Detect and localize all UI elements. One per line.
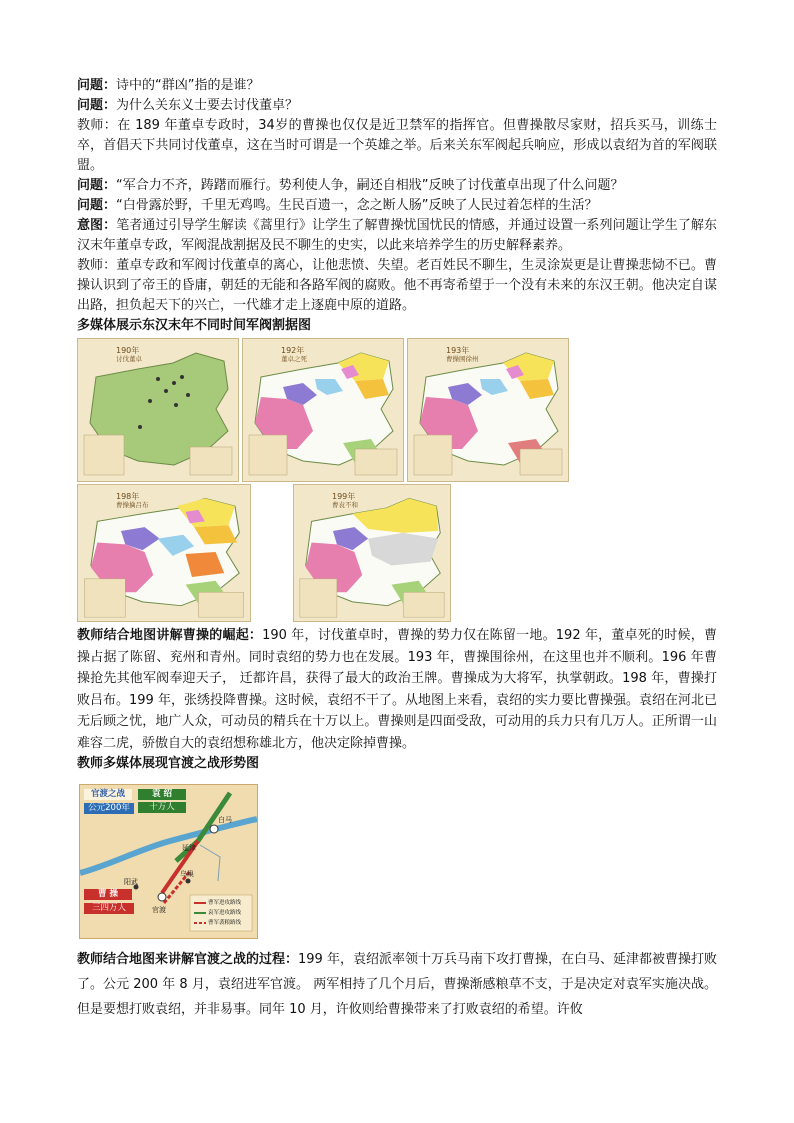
- place-baima: 白马: [218, 816, 232, 824]
- map-193-caption: 曹操围徐州: [446, 355, 479, 363]
- map-192-image: [243, 339, 403, 481]
- section-heading-battle: 教师多媒体展现官渡之战形势图: [77, 756, 260, 771]
- question-4: 问题：“白骨露於野，千里无鸡鸣。生民百遗一，念之断人肠”反映了人民过着怎样的生活？: [77, 198, 598, 213]
- map-190: [77, 338, 239, 482]
- guandu-battle-paragraph: 教师结合地图来讲解官渡之战的过程：199 年，袁绍派率领十万兵马南下攻打曹操，在白马、延津都被曹操打败了。公元 200 年 8 月，袁绍进军官渡。 两军相持了几个月后，曹操渐感粮草不支，于是决定对袁军实施决战。但是要想打败袁绍，并非易事。同年 10 月，许攸则给曹操带来了打败袁绍的希望。许攸: [77, 952, 717, 1017]
- cao-cao-label: 曹 操: [84, 889, 132, 900]
- map-190-caption: 讨伐董卓: [116, 355, 142, 363]
- map-192-year: 192年: [281, 346, 305, 355]
- map-192: [242, 338, 404, 482]
- legend-cao-attack: 曹军进攻路线: [208, 900, 242, 906]
- cao-cao-troops: 三四万人: [84, 903, 134, 914]
- question-2: 问题：为什么关东义士要去讨伐董卓？: [77, 98, 299, 113]
- place-wuchao: 乌巢: [180, 870, 194, 878]
- guandu-battle-map: [79, 784, 258, 939]
- map-198-caption: 曹操擒吕布: [116, 501, 149, 509]
- map-199: [293, 484, 451, 622]
- teacher-paragraph-2: 教师：董卓专政和军阀讨伐董卓的离心，让他悲愤、失望。老百姓民不聊生，生灵涂炭更是让曹操悲恸不已。曹操认识到了帝王的昏庸，朝廷的无能和各路军阀的腐败。他不再寄希望于一个没有未来的东汉王朝。他决定自谋出路，担负起天下的兴亡，一代雄才走上逐鹿中原的道路。: [77, 258, 717, 313]
- map-199-image: [294, 485, 450, 621]
- section-heading-maps: 多媒体展示东汉末年不同时间军阀割据图: [77, 318, 312, 333]
- question-3: 问题：“军合力不齐，踌躇而雁行。势利使人争，嗣还自相戕”反映了讨伐董卓出现了什么问题？: [77, 178, 624, 193]
- map-193-image: [408, 339, 568, 481]
- map-199-caption: 曹袁不和: [332, 501, 358, 509]
- teacher-paragraph-1: 教师：在 189 年董卓专政时，34岁的曹操也仅仅是近卫禁军的指挥官。但曹操散尽家财，招兵买马，训练士卒，首倡天下共同讨伐董卓，这在当时可谓是一个英雄之举。后来关东军阀起兵响应，形成以袁绍为首的军阀联盟。: [77, 118, 717, 173]
- map-190-year: 190年: [116, 346, 140, 355]
- document-page: [77, 76, 717, 1022]
- place-yanjin: 延津: [182, 844, 196, 852]
- map-199-year: 199年: [332, 492, 356, 501]
- warlord-maps-figure: [77, 338, 717, 625]
- map-190-image: [78, 339, 238, 481]
- battle-title: 官渡之战: [84, 789, 132, 800]
- map-198-year: 198年: [116, 492, 140, 501]
- map-198: [77, 484, 251, 622]
- map-193: [407, 338, 569, 482]
- yuan-shao-troops: 十万人: [138, 802, 186, 813]
- legend-yuan-attack: 袁军进攻路线: [208, 910, 242, 916]
- map-193-year: 193年: [446, 346, 470, 355]
- place-guandu: 官渡: [152, 906, 166, 914]
- caocao-rise-paragraph: 教师结合地图讲解曹操的崛起：190 年，讨伐董卓时，曹操的势力仅在陈留一地。192 年，董卓死的时候，曹操占据了陈留、兖州和青州。同时袁绍的势力也在发展。193 年，曹操围徐州，在这里也并不顺利。196 年曹操抢先其他军阀奉迎天子， 迁都许昌，获得了最大的政治王牌。曹操成为大将军，执掌朝政。198 年，曹操打败吕布。199 年，张绣投降曹操。这时候，袁绍不干了。从地图上来看，袁绍的实力要比曹操强。袁绍在河北已无后顾之忧，地广人众，可动员的精兵在十万以上。曹操则是四面受敌，可动用的兵力只有几万人。正所谓一山难容二虎，骄傲自大的袁绍想称雄北方，他决定除掉曹操。: [77, 628, 717, 751]
- map-198-image: [78, 485, 250, 621]
- question-1: 问题：诗中的“群凶”指的是谁？: [77, 78, 260, 93]
- legend-cao-raid: 曹军袭粮路线: [208, 920, 242, 926]
- place-yangwu: 阳武: [124, 878, 138, 886]
- battle-year: 公元200年: [84, 803, 134, 814]
- yuan-shao-label: 袁 绍: [138, 789, 186, 800]
- map-192-caption: 董卓之死: [281, 355, 307, 363]
- intent-paragraph: 意图：笔者通过引导学生解读《蒿里行》让学生了解曹操忧国忧民的情感，并通过设置一系列问题让学生了解东汉末年董卓专政，军阀混战割据及民不聊生的史实，以此来培养学生的历史解释素养。: [77, 218, 717, 253]
